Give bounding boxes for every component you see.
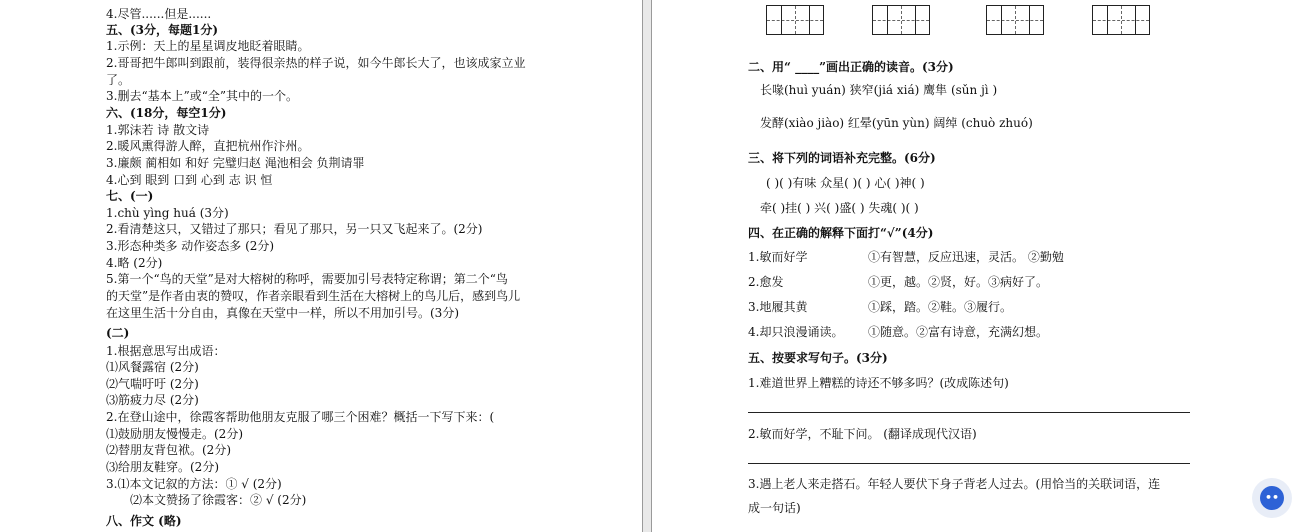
definition-term: 1.敏而好学 [748, 250, 808, 264]
left-answer-page [0, 0, 642, 532]
section-heading: 四、在正确的解释下面打“√”(4分) [748, 226, 934, 240]
answer-line: 1.chù yìng huá (3分) [106, 206, 229, 220]
sentence-question: 3.遇上老人来走搭石。年轻人要伏下身子背老人过去。(用恰当的关联词语，连 [748, 477, 1161, 491]
section-heading: 七、(一) [106, 189, 154, 203]
page-divider [642, 0, 652, 532]
answer-line: ⑴鼓励朋友慢慢走。(2分) [106, 427, 243, 441]
answer-line: 1.示例：天上的星星调皮地眨着眼睛。 [106, 39, 310, 53]
pinyin-row: 发酵(xiào jiào) 红晕(yūn yùn) 阔绰 (chuò zhuó) [760, 116, 1033, 130]
answer-line: ⑴风餐露宿 (2分) [106, 360, 199, 374]
sentence-question: 成一句话) [748, 501, 801, 515]
answer-line: 2.在登山途中，徐霞客帮助他朋友克服了哪三个困难？概括一下写下来：( [106, 410, 495, 424]
answer-line: 1.根据意思写出成语： [106, 344, 226, 358]
definition-term: 3.地履其黄 [748, 300, 808, 314]
section-heading: 三、将下列的词语补充完整。(6分) [748, 151, 936, 165]
idiom-row: 牵( )挂( ) 兴( )盛( ) 失魂( )( ) [760, 201, 919, 215]
definition-term: 2.愈发 [748, 275, 784, 289]
answer-line: 的天堂”是作者由衷的赞叹，作者亲眼看到生活在大榕树上的鸟儿后，感到鸟儿 [106, 289, 521, 303]
right-exam-page [652, 0, 1295, 532]
answer-line: 4.尽管......但是...... [106, 7, 212, 21]
writing-grid-box [872, 5, 930, 35]
section-heading: 五、按要求写句子。(3分) [748, 351, 888, 365]
answer-line: 3.⑴本文记叙的方法：① √ (2分) [106, 477, 282, 491]
answer-line-rule [748, 463, 1190, 464]
answer-line: 2.看清楚这只，又错过了那只；看见了那只，另一只又飞起来了。(2分) [106, 222, 483, 236]
answer-line: 了。 [106, 73, 131, 87]
definition-options: ①更，越。②贤，好。③病好了。 [868, 275, 1049, 289]
sentence-question: 1.难道世界上糟糕的诗还不够多吗？(改成陈述句) [748, 376, 1009, 390]
definition-options: ①有智慧，反应迅速，灵活。 ②勤勉 [868, 250, 1064, 264]
answer-line-rule [748, 412, 1190, 413]
chat-bubble-icon: •• [1260, 486, 1284, 510]
answer-line: ⑶筋疲力尽 (2分) [106, 393, 199, 407]
section-heading: 八、作文 (略) [106, 514, 182, 528]
writing-grid-box [766, 5, 824, 35]
answer-line: 5.第一个“鸟的天堂”是对大榕树的称呼，需要加引号表特定称谓；第二个“鸟 [106, 272, 508, 286]
assistant-chat-button[interactable] [1252, 478, 1292, 518]
answer-line: 3.删去“基本上”或“全”其中的一个。 [106, 89, 298, 103]
answer-line: 4.略 (2分) [106, 256, 163, 270]
definition-term: 4.却只浪漫诵读。 [748, 325, 844, 339]
answer-line: 3.廉颇 蔺相如 和好 完璧归赵 渑池相会 负荆请罪 [106, 156, 365, 170]
answer-line: ⑵气喘吁吁 (2分) [106, 377, 199, 391]
answer-line: 3.形态种类多 动作姿态多 (2分) [106, 239, 275, 253]
answer-line: 2.哥哥把牛郎叫到跟前，装得很亲热的样子说，如今牛郎长大了，也该成家立业 [106, 56, 526, 70]
pinyin-row: 长喙(huì yuán) 狭窄(jiá xiá) 鹰隼 (sǔn jì ) [760, 83, 998, 97]
definition-options: ①随意。②富有诗意，充满幻想。 [868, 325, 1049, 339]
idiom-row: ( )( )有味 众星( )( ) 心( )神( ) [766, 176, 925, 190]
answer-line: 1.郭沫若 诗 散文诗 [106, 123, 210, 137]
answer-line: ⑶给朋友鞋穿。(2分) [106, 460, 219, 474]
writing-grid-box [986, 5, 1044, 35]
section-heading: 六、(18分，每空1分) [106, 106, 227, 120]
section-heading: 五、(3分，每题1分) [106, 23, 219, 37]
answer-line: 2.暖风熏得游人醉，直把杭州作汴州。 [106, 139, 310, 153]
sentence-question: 2.敏而好学，不耻下问。 (翻译成现代汉语) [748, 427, 977, 441]
answer-line: ⑵本文赞扬了徐霞客：② √ (2分) [130, 493, 307, 507]
definition-options: ①踩，踏。②鞋。③履行。 [868, 300, 1013, 314]
answer-line: ⑵替朋友背包袱。(2分) [106, 443, 231, 457]
writing-grid-box [1092, 5, 1150, 35]
section-heading: 二、用“ ____”画出正确的读音。(3分) [748, 60, 954, 74]
answer-line: 4.心到 眼到 口到 心到 志 识 恒 [106, 173, 273, 187]
section-heading: (二) [106, 326, 130, 340]
answer-line: 在这里生活十分自由，真像在天堂中一样，所以不用加引号。(3分) [106, 306, 460, 320]
